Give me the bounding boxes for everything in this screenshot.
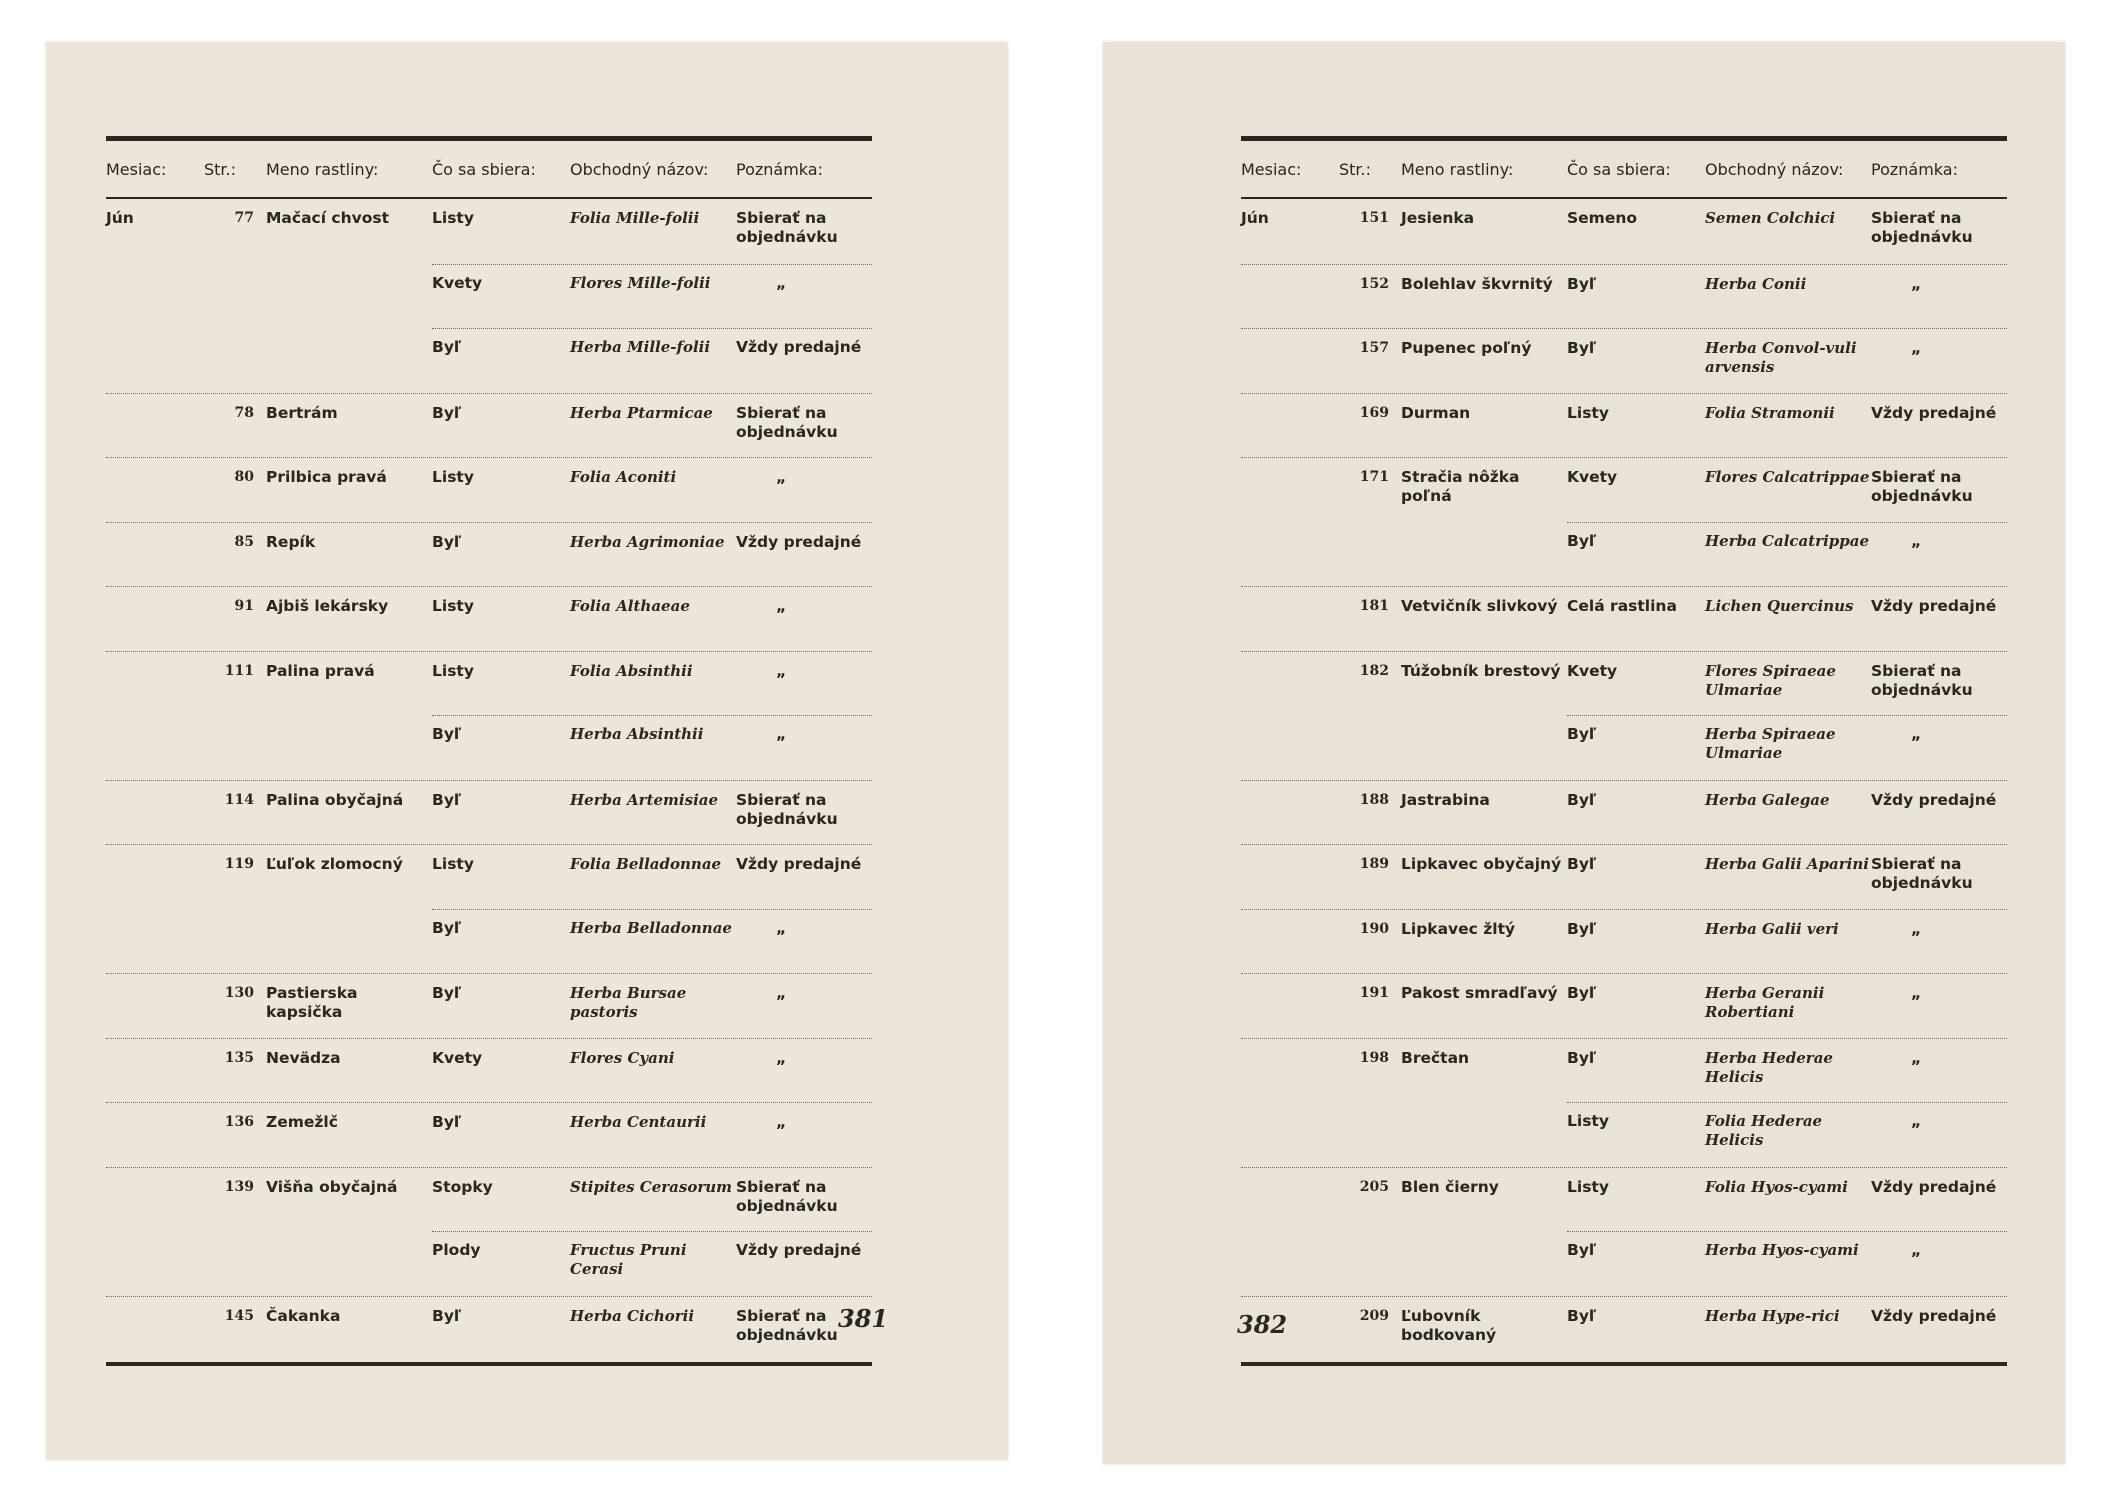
cell-note: „ [1911, 339, 1922, 357]
cell-note: „ [1911, 725, 1922, 743]
left-page [46, 42, 1008, 1460]
cell-note: „ [776, 1113, 787, 1131]
cell-trade: Herba Calcatrippae [1705, 531, 1870, 550]
cell-trade: Herba Hederae Helicis [1705, 1048, 1833, 1086]
cell-month [1241, 715, 1339, 725]
cell-part: Listy [1567, 1112, 1609, 1130]
cell-plant: Repík [266, 532, 316, 551]
cell-part: Byľ [432, 1306, 462, 1325]
cell-note: Sbierať na objednávku [1871, 855, 1973, 892]
herb-table-right [1241, 136, 2007, 1366]
cell-month [1241, 652, 1339, 662]
cell-part: Listy [1567, 1177, 1609, 1196]
cell-part: Byľ [1567, 1306, 1597, 1325]
cell-part: Listy [432, 661, 474, 680]
table-row [106, 522, 872, 587]
table-row [1241, 1102, 2007, 1167]
cell-month [106, 523, 204, 533]
cell-note: „ [776, 725, 787, 743]
table-row [1241, 973, 2007, 1038]
cell-plant [266, 909, 432, 919]
right-page [1103, 42, 2065, 1464]
cell-trade: Herba Centaurii [570, 1113, 707, 1131]
cell-trade: Flores Cyani [570, 1048, 675, 1067]
cell-note: „ [1911, 274, 1922, 293]
cell-part: Byľ [432, 403, 462, 422]
cell-note: Vždy predajné [1871, 790, 1997, 809]
cell-plant [1401, 522, 1567, 532]
cell-page [1339, 1102, 1401, 1112]
cell-plant: Pastierska kapsička [266, 984, 358, 1021]
cell-note: Sbierať na objednávku [736, 1177, 838, 1215]
cell-part: Stopky [432, 1177, 493, 1196]
cell-trade: Folia Stramonii [1705, 403, 1835, 422]
cell-note: „ [1911, 1241, 1922, 1259]
cell-plant: Pakost smradľavý [1401, 984, 1558, 1002]
cell-trade: Herba Cichorii [570, 1306, 695, 1325]
table-row [1241, 199, 2007, 264]
cell-trade: Flores Mille-folii [570, 273, 711, 292]
table-row [1241, 522, 2007, 587]
cell-page: 205 [1359, 1178, 1389, 1195]
cell-part: Byľ [1567, 274, 1597, 293]
cell-trade: Fructus Pruni Cerasi [570, 1241, 687, 1278]
cell-month [106, 974, 204, 984]
header-note: Poznámka: [736, 159, 823, 179]
table-row [106, 586, 872, 651]
cell-trade: Flores Calcatrippae [1705, 468, 1870, 486]
cell-month [106, 1103, 204, 1113]
table-row [106, 199, 872, 264]
cell-trade: Herba Bursae pastoris [570, 984, 687, 1021]
header-month: Mesiac: [106, 159, 167, 179]
cell-part: Byľ [432, 790, 462, 809]
table-row [106, 651, 872, 716]
cell-part: Byľ [1567, 790, 1597, 809]
table-row [1241, 844, 2007, 909]
bottom-rule [106, 1362, 872, 1366]
cell-plant: Ajbiš lekársky [266, 597, 389, 615]
cell-part: Byľ [1567, 984, 1597, 1002]
cell-note: Sbierať na objednávku [736, 209, 838, 246]
cell-part: Kvety [432, 1048, 483, 1067]
cell-plant: Durman [1401, 403, 1471, 422]
cell-month [106, 909, 204, 919]
cell-month [1241, 394, 1339, 404]
cell-part: Listy [1567, 403, 1609, 422]
cell-note: Vždy predajné [1871, 1306, 1997, 1325]
cell-month [1241, 522, 1339, 532]
table-row [1241, 651, 2007, 716]
cell-plant: Prilbica pravá [266, 468, 387, 486]
cell-page: 136 [224, 1114, 254, 1130]
table-body [1241, 199, 2007, 1360]
cell-month: Jún [106, 209, 134, 227]
table-row [106, 457, 872, 522]
cell-plant: Ľubovník bodkovaný [1401, 1306, 1497, 1344]
table-row [106, 715, 872, 780]
cell-month [1241, 1168, 1339, 1178]
cell-month [106, 1297, 204, 1307]
cell-part: Byľ [1567, 725, 1597, 743]
cell-trade: Folia Hyos-cyami [1705, 1177, 1848, 1196]
cell-note: Sbierať na objednávku [736, 403, 838, 441]
cell-plant [1401, 1102, 1567, 1112]
cell-trade: Folia Absinthii [570, 661, 693, 680]
cell-page: 152 [1359, 275, 1389, 292]
cell-part: Byľ [432, 984, 462, 1002]
cell-trade: Herba Agrimoniae [570, 532, 725, 551]
cell-month [106, 458, 204, 468]
header-plant: Meno rastliny: [1401, 159, 1514, 179]
cell-note: Sbierať na objednávku [736, 790, 838, 828]
cell-plant: Palina obyčajná [266, 790, 404, 809]
cell-month [1241, 974, 1339, 984]
cell-trade: Herba Mille-folii [570, 338, 711, 356]
cell-month [1241, 458, 1339, 468]
table-row [1241, 1231, 2007, 1296]
cell-page: 77 [234, 210, 254, 226]
cell-plant: Jesienka [1401, 209, 1475, 227]
page-number: 382 [1237, 1310, 1288, 1339]
cell-page: 171 [1359, 469, 1389, 485]
cell-trade: Herba Galegae [1705, 790, 1830, 809]
table-row [106, 1231, 872, 1296]
cell-trade: Folia Aconiti [570, 468, 677, 486]
cell-note: Vždy predajné [736, 855, 862, 873]
cell-trade: Herba Convol-vuli arvensis [1705, 339, 1857, 376]
table-body [106, 199, 872, 1360]
table-row [106, 909, 872, 974]
cell-month [106, 394, 204, 404]
cell-page [204, 328, 266, 338]
table-header [106, 141, 872, 199]
table-row [1241, 1296, 2007, 1361]
cell-page [1339, 715, 1401, 725]
cell-plant: Višňa obyčajná [266, 1177, 398, 1196]
cell-month [1241, 781, 1339, 791]
cell-month [1241, 845, 1339, 855]
cell-plant: Vetvičník slivkový [1401, 597, 1558, 615]
cell-page: 139 [224, 1178, 254, 1195]
table-row [1241, 1038, 2007, 1103]
cell-plant [266, 264, 432, 274]
cell-month [106, 1168, 204, 1178]
cell-page: 114 [224, 791, 254, 808]
table-header [1241, 141, 2007, 199]
cell-page: 130 [224, 985, 254, 1001]
cell-plant: Túžobník brestový [1401, 661, 1561, 680]
cell-trade: Folia Althaeae [570, 597, 690, 615]
cell-part: Kvety [1567, 468, 1618, 486]
cell-trade: Semen Colchici [1705, 209, 1836, 227]
cell-plant: Nevädza [266, 1048, 341, 1067]
cell-page: 91 [234, 598, 254, 614]
cell-trade: Herba Hyos-cyami [1705, 1241, 1859, 1259]
cell-note: Vždy predajné [736, 532, 862, 551]
cell-page: 111 [224, 662, 254, 679]
cell-trade: Herba Belladonnae [570, 918, 732, 937]
cell-part: Kvety [1567, 661, 1618, 680]
table-row [106, 264, 872, 329]
table-row [1241, 1167, 2007, 1232]
cell-page: 190 [1359, 920, 1389, 937]
cell-note: Sbierať na objednávku [1871, 661, 1973, 699]
cell-plant: Ľuľok zlomocný [266, 855, 403, 873]
cell-plant: Brečtan [1401, 1048, 1470, 1067]
table-row [106, 973, 872, 1038]
table-row [106, 393, 872, 458]
cell-note: „ [1911, 984, 1922, 1002]
cell-page: 169 [1359, 404, 1389, 421]
cell-part: Byľ [1567, 919, 1597, 938]
cell-month [1241, 587, 1339, 597]
header-month: Mesiac: [1241, 159, 1302, 179]
cell-page: 135 [224, 1049, 254, 1066]
cell-part: Byľ [432, 918, 462, 937]
cell-page: 145 [224, 1307, 254, 1324]
cell-note: Vždy predajné [736, 338, 862, 356]
cell-trade: Folia Mille-folii [570, 209, 700, 227]
cell-page: 151 [1359, 210, 1389, 226]
cell-month [106, 328, 204, 338]
cell-plant: Bolehlav škvrnitý [1401, 274, 1553, 293]
cell-note: Sbierať na objednávku [1871, 468, 1973, 505]
cell-trade: Stipites Cerasorum [570, 1177, 733, 1196]
table-row [106, 844, 872, 909]
header-trade: Obchodný názov: [570, 159, 709, 179]
cell-month [106, 715, 204, 725]
table-row [106, 780, 872, 845]
header-note: Poznámka: [1871, 159, 1958, 179]
cell-note: „ [1911, 1048, 1922, 1067]
cell-part: Listy [432, 468, 474, 486]
cell-plant [266, 1231, 432, 1241]
cell-month [1241, 910, 1339, 920]
table-row [106, 1038, 872, 1103]
header-plant: Meno rastliny: [266, 159, 379, 179]
cell-trade: Herba Conii [1705, 274, 1807, 293]
cell-page: 188 [1359, 791, 1389, 808]
cell-trade: Herba Galii Aparini [1705, 855, 1869, 873]
cell-note: Vždy predajné [1871, 403, 1997, 422]
cell-part: Byľ [432, 532, 462, 551]
cell-part: Byľ [1567, 339, 1597, 357]
header-part: Čo sa sbiera: [432, 159, 536, 179]
cell-part: Byľ [1567, 531, 1597, 550]
cell-page: 209 [1359, 1307, 1389, 1324]
cell-trade: Herba Artemisiae [570, 790, 719, 809]
cell-month [1241, 1297, 1339, 1307]
cell-page: 182 [1359, 662, 1389, 679]
cell-note: „ [776, 597, 787, 615]
cell-trade: Herba Galii veri [1705, 919, 1839, 938]
cell-trade: Herba Spiraeae Ulmariae [1705, 725, 1836, 762]
table-row [1241, 586, 2007, 651]
cell-month [1241, 1039, 1339, 1049]
cell-part: Listy [432, 855, 474, 873]
table-row [106, 328, 872, 393]
cell-part: Byľ [432, 338, 462, 356]
cell-month [106, 1039, 204, 1049]
cell-plant: Čakanka [266, 1306, 341, 1325]
cell-trade: Herba Geranii Robertiani [1705, 984, 1825, 1021]
cell-part: Byľ [1567, 855, 1597, 873]
table-row [106, 1296, 872, 1361]
cell-note: „ [776, 1048, 787, 1067]
cell-part: Plody [432, 1241, 481, 1259]
cell-plant: Mačací chvost [266, 209, 390, 227]
cell-trade: Herba Hype-rici [1705, 1306, 1840, 1325]
cell-part: Listy [432, 209, 474, 227]
cell-plant: Jastrabina [1401, 790, 1490, 809]
cell-month [106, 781, 204, 791]
cell-note: „ [776, 984, 787, 1002]
cell-month [1241, 265, 1339, 275]
cell-note: Sbierať na objednávku [1871, 209, 1973, 246]
cell-plant: Lipkavec žltý [1401, 919, 1516, 938]
cell-note: „ [1911, 919, 1922, 938]
cell-note: Vždy predajné [1871, 1177, 1997, 1196]
cell-part: Byľ [432, 725, 462, 743]
cell-note: „ [1911, 1112, 1922, 1130]
cell-plant: Lipkavec obyčajný [1401, 855, 1562, 873]
cell-page [1339, 1231, 1401, 1241]
cell-plant: Stračia nôžka poľná [1401, 468, 1520, 505]
header-page: Str.: [204, 159, 237, 179]
table-row [1241, 393, 2007, 458]
cell-note: „ [776, 661, 787, 680]
cell-month [1241, 1102, 1339, 1112]
cell-part: Byľ [1567, 1048, 1597, 1067]
table-row [106, 1102, 872, 1167]
cell-part: Kvety [432, 273, 483, 292]
cell-page [204, 264, 266, 274]
cell-month: Jún [1241, 209, 1269, 227]
cell-plant [266, 715, 432, 725]
cell-trade: Herba Ptarmicae [570, 403, 713, 422]
cell-note: Vždy predajné [736, 1241, 862, 1259]
header-page: Str.: [1339, 159, 1372, 179]
cell-plant: Blen čierny [1401, 1177, 1499, 1196]
cell-page: 80 [234, 469, 254, 485]
cell-note: Sbierať na objednávku [736, 1306, 838, 1344]
cell-part: Byľ [432, 1113, 462, 1131]
cell-month [106, 652, 204, 662]
cell-trade: Folia Hederae Helicis [1705, 1112, 1823, 1149]
cell-page [204, 909, 266, 919]
cell-note: „ [776, 468, 787, 486]
header-trade: Obchodný názov: [1705, 159, 1844, 179]
herb-table-left [106, 136, 872, 1366]
cell-page [204, 1231, 266, 1241]
cell-page: 191 [1359, 985, 1389, 1001]
cell-page [1339, 522, 1401, 532]
cell-trade: Flores Spiraeae Ulmariae [1705, 661, 1836, 699]
cell-month [106, 1231, 204, 1241]
cell-page [204, 715, 266, 725]
cell-plant [266, 328, 432, 338]
cell-note: Vždy predajné [1871, 597, 1997, 615]
cell-page: 85 [234, 533, 254, 550]
header-part: Čo sa sbiera: [1567, 159, 1671, 179]
table-row [1241, 457, 2007, 522]
cell-note: „ [1911, 531, 1922, 550]
cell-page: 119 [224, 856, 254, 872]
cell-part: Semeno [1567, 209, 1638, 227]
table-row [1241, 780, 2007, 845]
cell-page: 78 [234, 404, 254, 421]
table-row [106, 1167, 872, 1232]
table-row [1241, 328, 2007, 393]
table-row [1241, 715, 2007, 780]
cell-page: 198 [1359, 1049, 1389, 1066]
cell-plant: Bertrám [266, 403, 338, 422]
bottom-rule [1241, 1362, 2007, 1366]
cell-part: Listy [432, 597, 474, 615]
cell-plant [1401, 715, 1567, 725]
cell-month [1241, 329, 1339, 339]
cell-page: 189 [1359, 856, 1389, 872]
cell-page: 157 [1359, 340, 1389, 356]
page-number: 381 [838, 1304, 889, 1333]
cell-plant: Zemežlč [266, 1113, 338, 1131]
cell-month [106, 587, 204, 597]
cell-note: „ [776, 273, 787, 292]
cell-month [1241, 1231, 1339, 1241]
cell-page: 181 [1359, 598, 1389, 614]
cell-month [106, 845, 204, 855]
cell-note: „ [776, 918, 787, 937]
cell-month [106, 264, 204, 274]
cell-plant: Palina pravá [266, 661, 375, 680]
cell-trade: Herba Absinthii [570, 725, 704, 743]
cell-part: Celá rastlina [1567, 597, 1677, 615]
cell-part: Byľ [1567, 1241, 1597, 1259]
cell-plant: Pupenec poľný [1401, 339, 1532, 357]
cell-trade: Lichen Quercinus [1705, 597, 1854, 615]
cell-plant [1401, 1231, 1567, 1241]
table-row [1241, 909, 2007, 974]
cell-trade: Folia Belladonnae [570, 855, 722, 873]
table-row [1241, 264, 2007, 329]
